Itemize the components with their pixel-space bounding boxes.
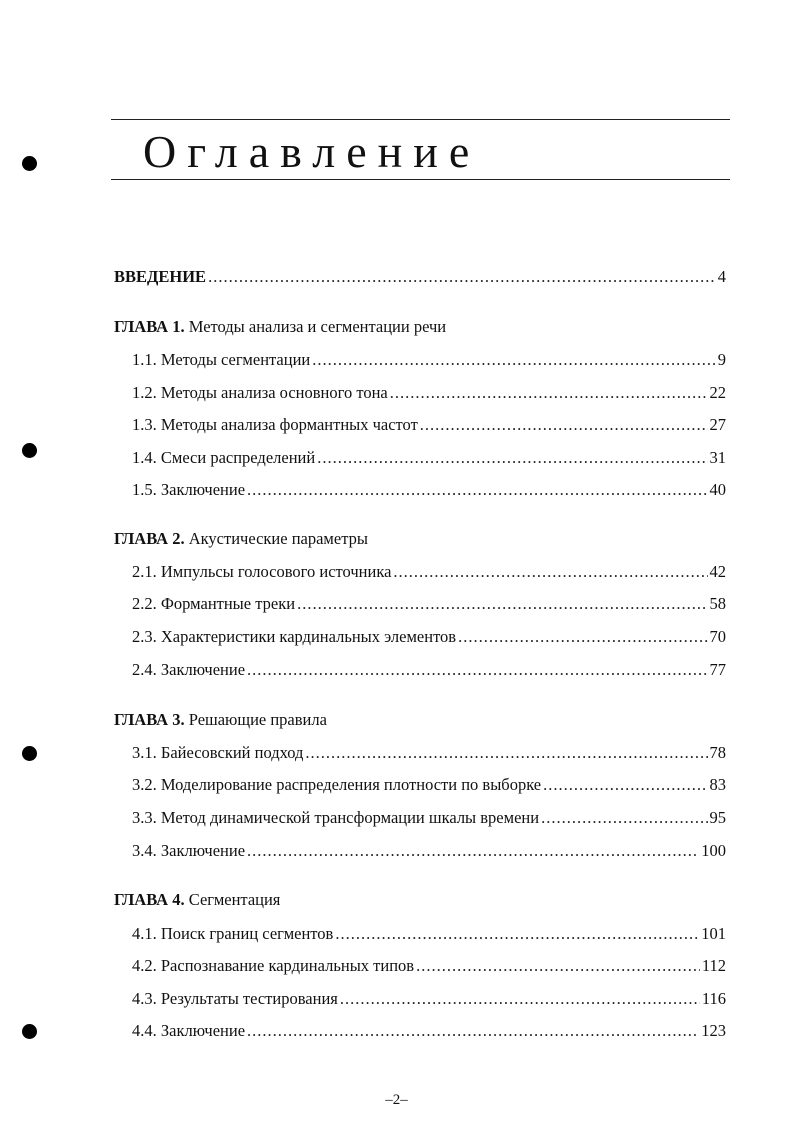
toc-row[interactable] [132,775,726,795]
toc-item-title: Результаты тестирования [160,989,338,1008]
leader-dots [247,660,707,680]
toc-item-number: 2.4. [132,660,157,679]
toc-page-number: 95 [709,808,726,827]
toc-page-number: 9 [717,350,726,369]
top-rule [111,119,730,120]
toc-item-number: 4.3. [132,989,157,1008]
toc-row[interactable] [132,415,726,435]
toc-page-number: 27 [709,415,726,434]
toc-row[interactable] [132,924,726,944]
leader-dots [420,415,708,435]
toc-row[interactable] [132,562,726,582]
toc-item-title: Смеси распределений [160,448,316,467]
leader-dots [458,627,707,647]
toc-item-title: Метод динамической трансформации шкалы времени [160,808,540,827]
toc-item-title: Распознавание кардинальных типов [160,956,415,975]
toc-item-title: Методы анализа основного тона [160,383,388,402]
toc-item-title: Заключение [160,841,246,860]
toc-row[interactable] [132,956,726,976]
toc-page-number: 70 [709,627,726,646]
toc-item-number: 2.1. [132,562,157,581]
toc-row[interactable] [132,808,726,828]
leader-dots [297,594,707,614]
toc-page-number: 4 [717,267,726,286]
chapter-title: Акустические параметры [188,529,368,548]
leader-dots [312,350,716,370]
toc-page-number: 116 [701,989,726,1008]
chapter-label: ГЛАВА 4. [114,890,185,909]
toc-item-title: Заключение [160,480,246,499]
toc-page-number: 40 [709,480,726,499]
toc-row[interactable] [132,989,726,1009]
toc-item-number: 4.4. [132,1021,157,1040]
chapter-heading[interactable] [114,529,368,549]
toc-item-number: 2.2. [132,594,157,613]
toc-item-title: Методы сегментации [160,350,311,369]
leader-dots [335,924,699,944]
chapter-title: Решающие правила [188,710,327,729]
toc-page-number: 78 [709,743,726,762]
toc-row[interactable] [132,350,726,370]
chapter-label: ГЛАВА 2. [114,529,185,548]
leader-dots [247,480,707,500]
toc-item-title: Поиск границ сегментов [160,924,334,943]
toc-row[interactable] [132,480,726,500]
page-number-footer: –2– [385,1092,408,1108]
toc-intro-label: ВВЕДЕНИЕ [114,267,207,286]
toc-item-title: Байесовский подход [160,743,304,762]
toc-page-number: 77 [709,660,726,679]
leader-dots [247,841,699,861]
toc-item-title: Моделирование распределения плотности по выборке [160,775,542,794]
toc-page-number: 42 [709,562,726,581]
toc-item-title: Импульсы голосового источника [160,562,392,581]
title-underline [111,179,730,180]
toc-item-number: 2.3. [132,627,157,646]
leader-dots [305,743,707,763]
toc-item-number: 1.4. [132,448,157,467]
punch-hole [22,443,37,458]
leader-dots [416,956,700,976]
toc-item-title: Заключение [160,1021,246,1040]
chapter-heading[interactable] [114,890,280,910]
leader-dots [247,1021,699,1041]
toc-item-number: 4.2. [132,956,157,975]
toc-item-number: 1.3. [132,415,157,434]
chapter-heading[interactable] [114,317,446,337]
leader-dots [543,775,707,795]
toc-item-number: 3.3. [132,808,157,827]
leader-dots [541,808,707,828]
toc-page-number: 22 [709,383,726,402]
toc-item-number: 1.5. [132,480,157,499]
leader-dots [390,383,708,403]
toc-page-number: 58 [709,594,726,613]
toc-row[interactable] [132,594,726,614]
chapter-label: ГЛАВА 3. [114,710,185,729]
toc-row[interactable] [132,448,726,468]
chapter-heading[interactable] [114,710,327,730]
leader-dots [317,448,707,468]
toc-intro-row[interactable] [114,267,726,287]
toc-page-number: 31 [709,448,726,467]
toc-item-number: 3.2. [132,775,157,794]
toc-row[interactable] [132,1021,726,1041]
punch-hole [22,156,37,171]
chapter-label: ГЛАВА 1. [114,317,185,336]
toc-item-number: 3.1. [132,743,157,762]
toc-item-number: 4.1. [132,924,157,943]
chapter-title: Методы анализа и сегментации речи [188,317,447,336]
leader-dots [208,267,716,287]
leader-dots [340,989,700,1009]
toc-row[interactable] [132,383,726,403]
toc-item-title: Заключение [160,660,246,679]
page-title: Оглавление [143,126,481,177]
toc-page-number: 101 [701,924,726,943]
chapter-title: Сегментация [188,890,281,909]
toc-item-title: Формантные треки [160,594,296,613]
toc-item-title: Методы анализа формантных частот [160,415,418,434]
leader-dots [393,562,707,582]
toc-item-title: Характеристики кардинальных элементов [160,627,457,646]
toc-item-number: 1.2. [132,383,157,402]
punch-hole [22,746,37,761]
toc-page-number: 123 [701,1021,726,1040]
toc-row[interactable] [132,841,726,861]
toc-page-number: 100 [701,841,726,860]
toc-row[interactable] [132,660,726,680]
toc-row[interactable] [132,627,726,647]
toc-item-number: 1.1. [132,350,157,369]
toc-page-number: 112 [701,956,726,975]
toc-row[interactable] [132,743,726,763]
punch-hole [22,1024,37,1039]
toc-item-number: 3.4. [132,841,157,860]
toc-page-number: 83 [709,775,726,794]
